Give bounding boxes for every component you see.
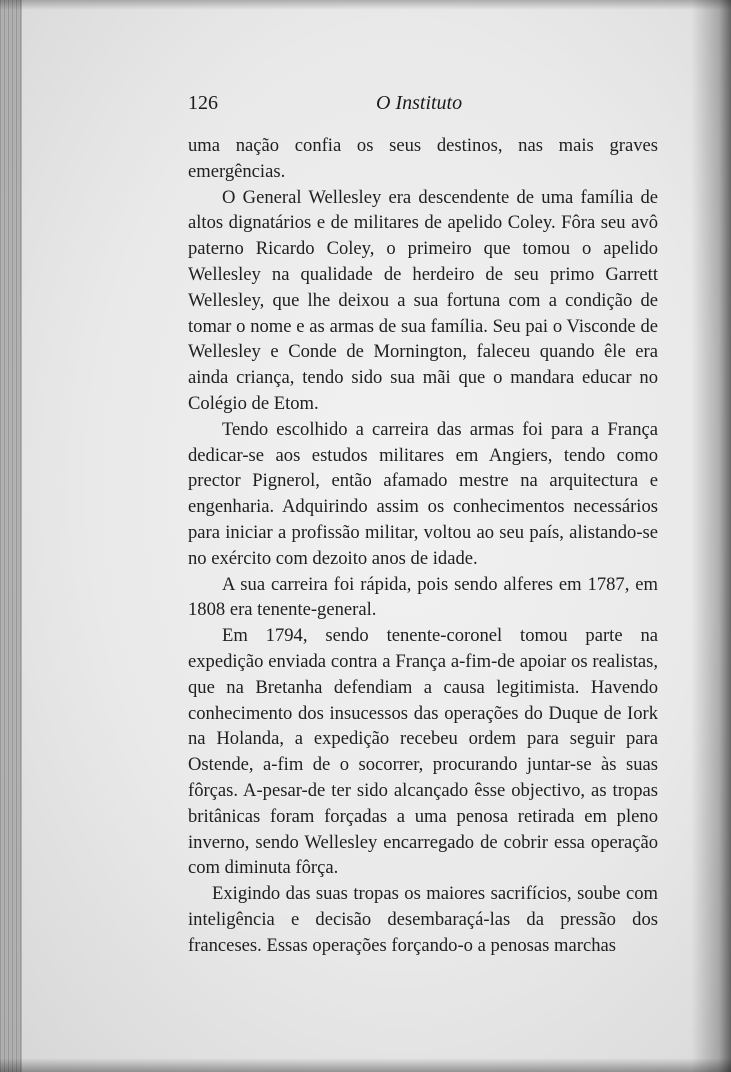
paragraph: Tendo escolhido a carreira das armas foi para a França dedicar-se aos estudos militares em Angiers, tendo como prector Pignerol, então afamado mestre na arquitectura e engenharia. Adquirindo assim os conhecimentos necessários para iniciar a profissão militar, voltou ao seu país, alistando-se no exército com dezoito anos de idade. [188, 418, 658, 569]
page-bottom-shadow [0, 1058, 731, 1072]
page-number: 126 [188, 92, 218, 114]
paragraph: Exigindo das suas tropas os maiores sacrifícios, soube com inteligência e decisão desembaraçá-las da pressão dos franceses. Essas operações forçando-o a penosas marchas [188, 883, 658, 956]
body-text [188, 133, 658, 959]
paragraph: A sua carreira foi rápida, pois sendo alferes em 1787, em 1808 era tenente-general. [188, 573, 658, 621]
page-top-shadow [0, 0, 731, 10]
paragraph: Em 1794, sendo tenente-coronel tomou parte na expedição enviada contra a França a-fim-de apoiar os realistas, que na Bretanha defendiam a causa legitimista. Havendo conhecimento dos insucessos das operações do Duque de Iork na Holanda, a expedição recebeu ordem para seguir para Ostende, a-fim de o socorrer, procurando juntar-se às suas fôrças. A-pesar-de ter sido alcançado êsse objectivo, as tropas britânicas foram forçadas a uma penosa retirada em pleno inverno, sendo Wellesley encarregado de cobrir essa operação com diminuta fôrça. [188, 625, 658, 879]
page-stack-edge [0, 0, 22, 1072]
paragraph-continuation: uma nação confia os seus destinos, nas mais graves emergências. [188, 135, 658, 182]
page-header [188, 92, 658, 118]
page-gutter-shadow [691, 0, 731, 1072]
running-title: O Instituto [376, 92, 463, 114]
paragraph: O General Wellesley era descendente de uma família de altos dignatários e de militares de apelido Coley. Fôra seu avô paterno Ricardo Coley, o primeiro que tomou o apelido Wellesley na qualidade de herdeiro de seu primo Garrett Wellesley, que lhe deixou a sua fortuna com a condição de tomar o nome e as armas de sua família. Seu pai o Visconde de Wellesley e Conde de Mornington, faleceu quando êle era ainda criança, tendo sido sua mãi que o mandara educar no Colégio de Etom. [188, 186, 658, 414]
